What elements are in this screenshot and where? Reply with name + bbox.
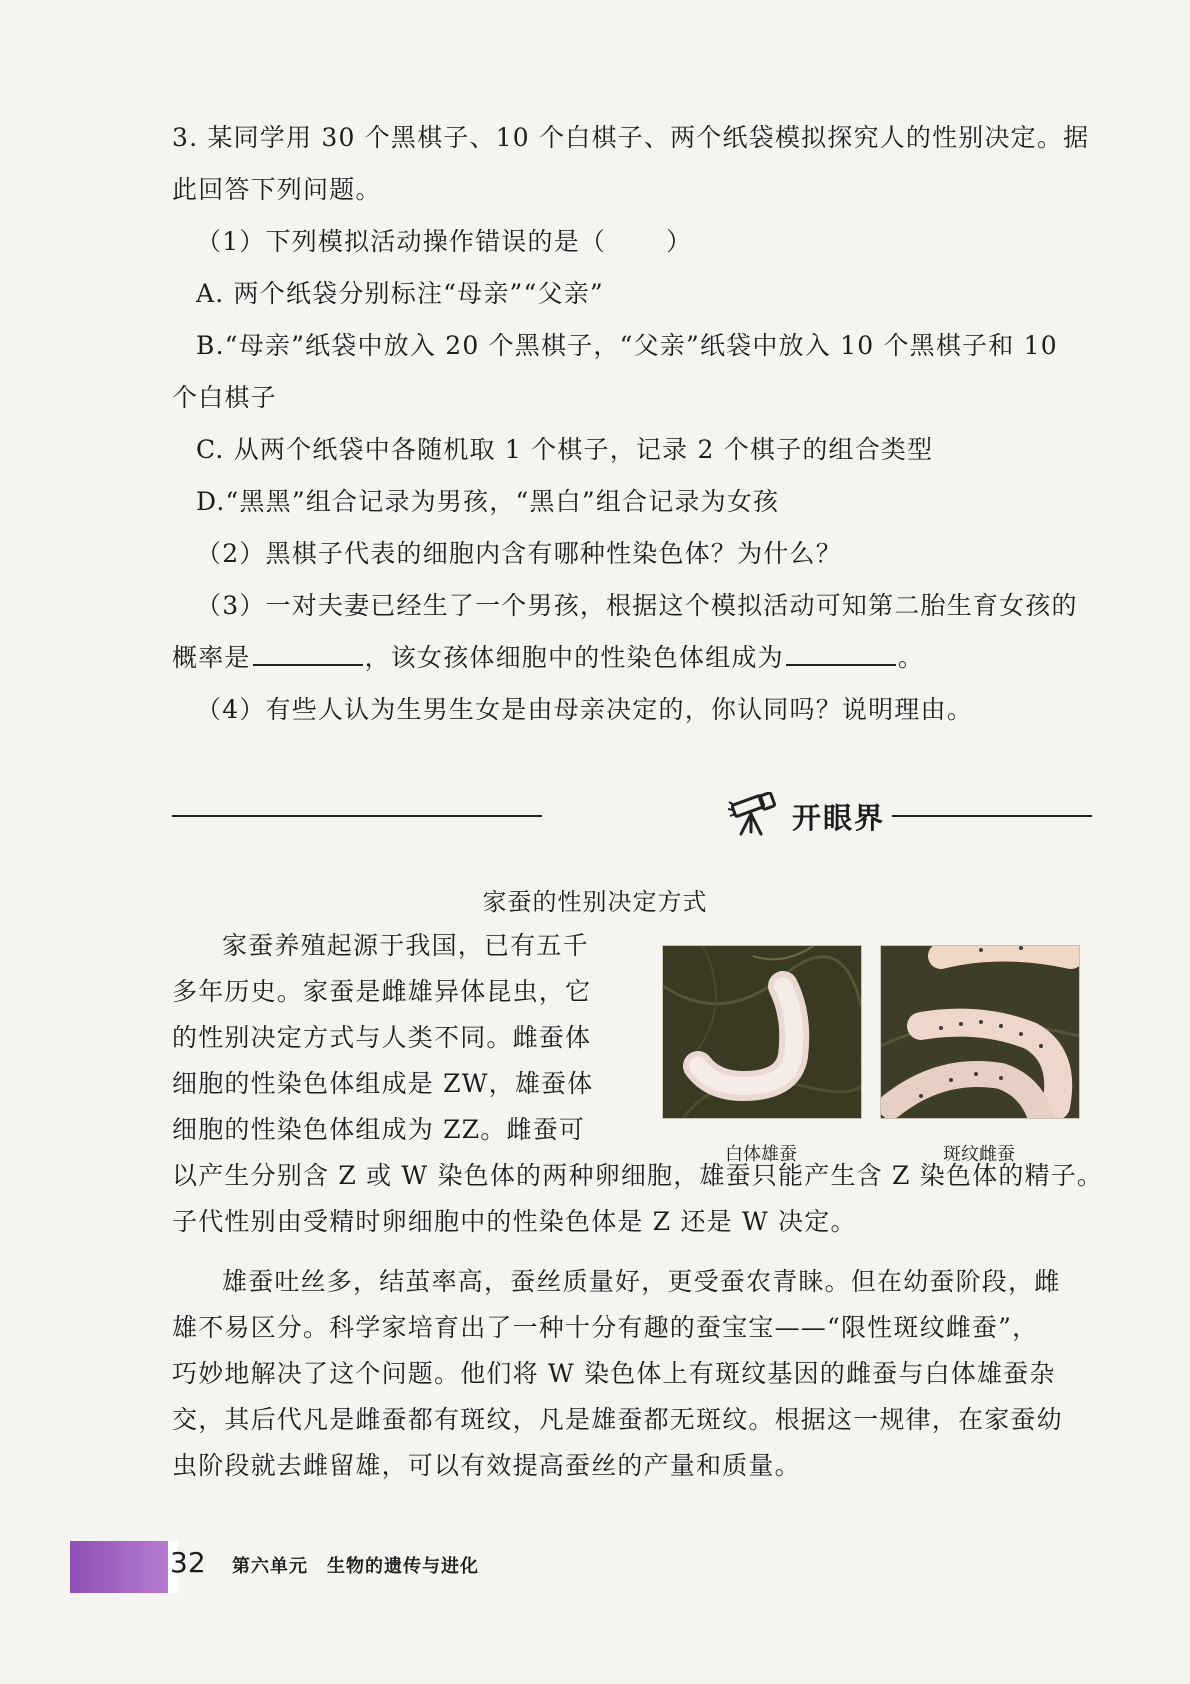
question3-part2: （2）黑棋子代表的细胞内含有哪种性染色体？为什么？	[196, 539, 842, 568]
question3-part3-line2	[172, 638, 924, 674]
q3-text-a: 概率是	[172, 643, 251, 672]
para1-line: 以产生分别含 Z 或 W 染色体的两种卵细胞，雄蚕只能产生含 Z 染色体的精子。	[172, 1161, 1104, 1190]
footer-color-tab	[70, 1541, 168, 1593]
article-title: 家蚕的性别决定方式	[482, 888, 708, 916]
page-number: 32	[170, 1546, 206, 1579]
white-male-silkworm-photo	[662, 945, 862, 1119]
q3-text-b: ，该女孩体细胞中的性染色体组成为	[364, 643, 784, 672]
q3-text-c: 。	[897, 643, 925, 672]
para1-line: 多年历史。家蚕是雌雄异体昆虫，它	[172, 977, 592, 1006]
para1-line: 的性别决定方式与人类不同。雌蚕体	[172, 1023, 592, 1052]
question3-part1	[196, 222, 692, 258]
para2-line: 雄不易区分。科学家培育出了一种十分有趣的蚕宝宝——“限性斑纹雌蚕”，	[172, 1313, 1039, 1342]
telescope-icon	[727, 792, 781, 838]
caption-right: 斑纹雌蚕	[943, 1144, 1015, 1165]
para1-line: 子代性别由受精时卵细胞中的性染色体是 Z 还是 W 决定。	[172, 1207, 857, 1236]
option-b-line2: 个白棋子	[172, 383, 277, 412]
question3-part3-line1: （3）一对夫妻已经生了一个男孩，根据这个模拟活动可知第二胎生育女孩的	[196, 591, 1078, 620]
striped-female-silkworm-photo	[880, 945, 1080, 1119]
fill-blank-probability	[253, 642, 363, 666]
para2-line: 雄蚕吐丝多，结茧率高，蚕丝质量好，更受蚕农青睐。但在幼蚕阶段，雌	[222, 1267, 1061, 1296]
option-c: C. 从两个纸袋中各随机取 1 个棋子，记录 2 个棋子的组合类型	[196, 435, 934, 464]
fill-blank-chromosome	[786, 642, 896, 666]
unit-title: 第六单元 生物的遗传与进化	[232, 1556, 479, 1577]
question3-part1-close: ）	[666, 227, 693, 256]
question3-stem-line2: 此回答下列问题。	[172, 175, 382, 204]
option-b-line1: B.“母亲”纸袋中放入 20 个黑棋子，“父亲”纸袋中放入 10 个黑棋子和 10	[196, 331, 1058, 360]
para2-line: 虫阶段就去雌留雄，可以有效提高蚕丝的产量和质量。	[172, 1451, 801, 1480]
question3-part4: （4）有些人认为生男生女是由母亲决定的，你认同吗？说明理由。	[196, 695, 973, 724]
para1-line: 家蚕养殖起源于我国，已有五千	[222, 931, 589, 960]
banner-rule-right	[892, 815, 1092, 817]
banner-title: 开眼界	[792, 801, 886, 835]
question3-stem-line1: 3. 某同学用 30 个黑棋子、10 个白棋子、两个纸袋模拟探究人的性别决定。据	[172, 123, 1090, 152]
caption-left: 白体雄蚕	[725, 1144, 797, 1165]
option-d: D.“黑黑”组合记录为男孩，“黑白”组合记录为女孩	[196, 487, 780, 516]
section-banner	[172, 790, 1092, 840]
para2-line: 交，其后代凡是雌蚕都有斑纹，凡是雄蚕都无斑纹。根据这一规律，在家蚕幼	[172, 1405, 1063, 1434]
para1-line: 细胞的性染色体组成为 ZZ。雌蚕可	[172, 1115, 586, 1144]
para2-line: 巧妙地解决了这个问题。他们将 W 染色体上有斑纹基因的雌蚕与白体雄蚕杂	[172, 1359, 1056, 1388]
question3-part1-text: （1）下列模拟活动操作错误的是（	[196, 227, 607, 256]
option-a: A. 两个纸袋分别标注“母亲”“父亲”	[196, 279, 604, 308]
banner-rule-left	[172, 815, 542, 817]
para1-line: 细胞的性染色体组成是 ZW，雄蚕体	[172, 1069, 594, 1098]
